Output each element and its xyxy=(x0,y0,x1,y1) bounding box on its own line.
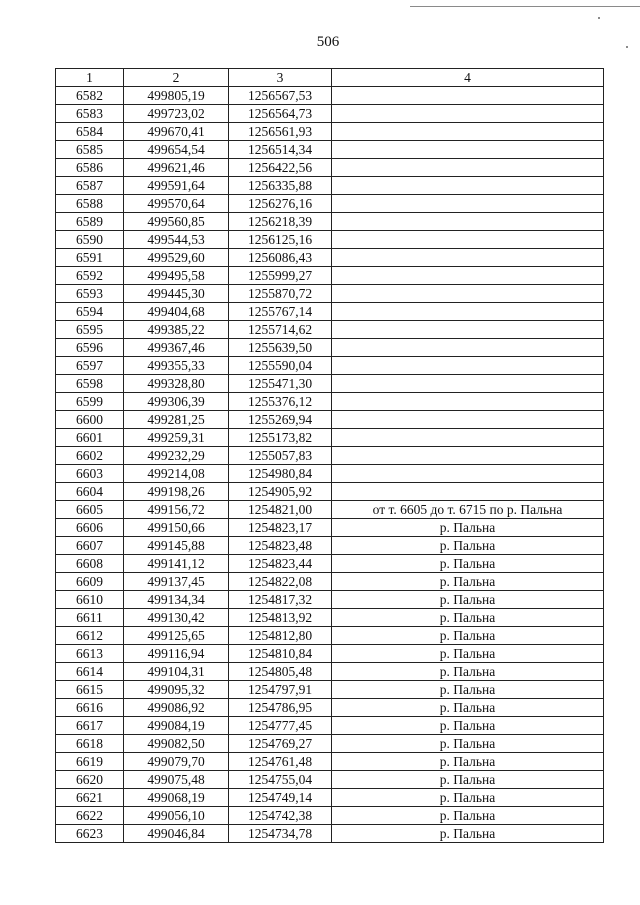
y-coordinate-cell: 1254905,92 xyxy=(229,483,332,501)
point-number-cell: 6599 xyxy=(56,393,124,411)
y-coordinate-cell: 1254734,78 xyxy=(229,825,332,843)
column-header-2: 2 xyxy=(124,69,229,87)
description-cell: р. Пальна xyxy=(332,573,604,591)
description-cell: р. Пальна xyxy=(332,663,604,681)
x-coordinate-cell: 499805,19 xyxy=(124,87,229,105)
x-coordinate-cell: 499046,84 xyxy=(124,825,229,843)
point-number-cell: 6585 xyxy=(56,141,124,159)
table-row xyxy=(56,717,604,735)
table-row xyxy=(56,573,604,591)
y-coordinate-cell: 1254812,80 xyxy=(229,627,332,645)
description-cell: р. Пальна xyxy=(332,519,604,537)
point-number-cell: 6598 xyxy=(56,375,124,393)
x-coordinate-cell: 499355,33 xyxy=(124,357,229,375)
x-coordinate-cell: 499082,50 xyxy=(124,735,229,753)
y-coordinate-cell: 1256276,16 xyxy=(229,195,332,213)
x-coordinate-cell: 499281,25 xyxy=(124,411,229,429)
table-row xyxy=(56,555,604,573)
x-coordinate-cell: 499150,66 xyxy=(124,519,229,537)
point-number-cell: 6606 xyxy=(56,519,124,537)
table-row xyxy=(56,519,604,537)
table-row xyxy=(56,87,604,105)
point-number-cell: 6618 xyxy=(56,735,124,753)
x-coordinate-cell: 499130,42 xyxy=(124,609,229,627)
page-number: 506 xyxy=(316,34,340,50)
y-coordinate-cell: 1256561,93 xyxy=(229,123,332,141)
description-cell: р. Пальна xyxy=(332,735,604,753)
y-coordinate-cell: 1255639,50 xyxy=(229,339,332,357)
description-cell: р. Пальна xyxy=(332,825,604,843)
y-coordinate-cell: 1255057,83 xyxy=(229,447,332,465)
y-coordinate-cell: 1254813,92 xyxy=(229,609,332,627)
x-coordinate-cell: 499145,88 xyxy=(124,537,229,555)
table-row xyxy=(56,285,604,303)
x-coordinate-cell: 499591,64 xyxy=(124,177,229,195)
table-row xyxy=(56,411,604,429)
x-coordinate-cell: 499116,94 xyxy=(124,645,229,663)
y-coordinate-cell: 1254769,27 xyxy=(229,735,332,753)
point-number-cell: 6614 xyxy=(56,663,124,681)
description-cell xyxy=(332,447,604,465)
description-cell xyxy=(332,465,604,483)
table-header-row xyxy=(56,69,604,87)
x-coordinate-cell: 499404,68 xyxy=(124,303,229,321)
x-coordinate-cell: 499529,60 xyxy=(124,249,229,267)
description-cell xyxy=(332,483,604,501)
x-coordinate-cell: 499259,31 xyxy=(124,429,229,447)
x-coordinate-cell: 499079,70 xyxy=(124,753,229,771)
y-coordinate-cell: 1254823,44 xyxy=(229,555,332,573)
description-cell: р. Пальна xyxy=(332,609,604,627)
column-header-1: 1 xyxy=(56,69,124,87)
point-number-cell: 6591 xyxy=(56,249,124,267)
table-row xyxy=(56,249,604,267)
table-row xyxy=(56,627,604,645)
x-coordinate-cell: 499084,19 xyxy=(124,717,229,735)
y-coordinate-cell: 1254805,48 xyxy=(229,663,332,681)
y-coordinate-cell: 1256567,53 xyxy=(229,87,332,105)
y-coordinate-cell: 1255269,94 xyxy=(229,411,332,429)
point-number-cell: 6621 xyxy=(56,789,124,807)
point-number-cell: 6623 xyxy=(56,825,124,843)
table-row xyxy=(56,591,604,609)
x-coordinate-cell: 499075,48 xyxy=(124,771,229,789)
point-number-cell: 6600 xyxy=(56,411,124,429)
description-cell: р. Пальна xyxy=(332,717,604,735)
description-cell: р. Пальна xyxy=(332,627,604,645)
point-number-cell: 6609 xyxy=(56,573,124,591)
table-row xyxy=(56,447,604,465)
x-coordinate-cell: 499198,26 xyxy=(124,483,229,501)
x-coordinate-cell: 499068,19 xyxy=(124,789,229,807)
y-coordinate-cell: 1254822,08 xyxy=(229,573,332,591)
description-cell: р. Пальна xyxy=(332,555,604,573)
point-number-cell: 6587 xyxy=(56,177,124,195)
y-coordinate-cell: 1256564,73 xyxy=(229,105,332,123)
table-row xyxy=(56,609,604,627)
table-row xyxy=(56,303,604,321)
table-body xyxy=(56,87,604,843)
y-coordinate-cell: 1255376,12 xyxy=(229,393,332,411)
table-row xyxy=(56,141,604,159)
description-cell xyxy=(332,303,604,321)
point-number-cell: 6590 xyxy=(56,231,124,249)
description-cell xyxy=(332,429,604,447)
y-coordinate-cell: 1254742,38 xyxy=(229,807,332,825)
description-cell: р. Пальна xyxy=(332,681,604,699)
table-row xyxy=(56,699,604,717)
point-number-cell: 6604 xyxy=(56,483,124,501)
point-number-cell: 6602 xyxy=(56,447,124,465)
point-number-cell: 6603 xyxy=(56,465,124,483)
point-number-cell: 6611 xyxy=(56,609,124,627)
x-coordinate-cell: 499385,22 xyxy=(124,321,229,339)
y-coordinate-cell: 1254761,48 xyxy=(229,753,332,771)
x-coordinate-cell: 499214,08 xyxy=(124,465,229,483)
description-cell: р. Пальна xyxy=(332,699,604,717)
point-number-cell: 6592 xyxy=(56,267,124,285)
x-coordinate-cell: 499723,02 xyxy=(124,105,229,123)
y-coordinate-cell: 1255471,30 xyxy=(229,375,332,393)
scan-speck xyxy=(598,17,600,19)
point-number-cell: 6615 xyxy=(56,681,124,699)
point-number-cell: 6594 xyxy=(56,303,124,321)
description-cell xyxy=(332,105,604,123)
description-cell xyxy=(332,213,604,231)
y-coordinate-cell: 1254821,00 xyxy=(229,501,332,519)
description-cell: от т. 6605 до т. 6715 по р. Пальна xyxy=(332,501,604,519)
table-row xyxy=(56,357,604,375)
x-coordinate-cell: 499137,45 xyxy=(124,573,229,591)
y-coordinate-cell: 1256125,16 xyxy=(229,231,332,249)
y-coordinate-cell: 1254823,48 xyxy=(229,537,332,555)
description-cell xyxy=(332,249,604,267)
x-coordinate-cell: 499570,64 xyxy=(124,195,229,213)
x-coordinate-cell: 499086,92 xyxy=(124,699,229,717)
point-number-cell: 6588 xyxy=(56,195,124,213)
point-number-cell: 6593 xyxy=(56,285,124,303)
y-coordinate-cell: 1254797,91 xyxy=(229,681,332,699)
point-number-cell: 6586 xyxy=(56,159,124,177)
point-number-cell: 6616 xyxy=(56,699,124,717)
description-cell xyxy=(332,339,604,357)
table-row xyxy=(56,159,604,177)
x-coordinate-cell: 499621,46 xyxy=(124,159,229,177)
table-row xyxy=(56,753,604,771)
description-cell xyxy=(332,267,604,285)
point-number-cell: 6595 xyxy=(56,321,124,339)
table-row xyxy=(56,645,604,663)
y-coordinate-cell: 1254749,14 xyxy=(229,789,332,807)
x-coordinate-cell: 499232,29 xyxy=(124,447,229,465)
description-cell xyxy=(332,321,604,339)
point-number-cell: 6620 xyxy=(56,771,124,789)
description-cell: р. Пальна xyxy=(332,537,604,555)
point-number-cell: 6617 xyxy=(56,717,124,735)
description-cell xyxy=(332,159,604,177)
description-cell: р. Пальна xyxy=(332,771,604,789)
y-coordinate-cell: 1256086,43 xyxy=(229,249,332,267)
y-coordinate-cell: 1254817,32 xyxy=(229,591,332,609)
x-coordinate-cell: 499544,53 xyxy=(124,231,229,249)
x-coordinate-cell: 499056,10 xyxy=(124,807,229,825)
point-number-cell: 6597 xyxy=(56,357,124,375)
table-row xyxy=(56,807,604,825)
point-number-cell: 6605 xyxy=(56,501,124,519)
table-row xyxy=(56,375,604,393)
table-row xyxy=(56,213,604,231)
y-coordinate-cell: 1256218,39 xyxy=(229,213,332,231)
table-row xyxy=(56,825,604,843)
point-number-cell: 6607 xyxy=(56,537,124,555)
table-row xyxy=(56,177,604,195)
point-number-cell: 6619 xyxy=(56,753,124,771)
x-coordinate-cell: 499445,30 xyxy=(124,285,229,303)
scan-top-rule xyxy=(410,6,640,7)
y-coordinate-cell: 1254755,04 xyxy=(229,771,332,789)
point-number-cell: 6583 xyxy=(56,105,124,123)
y-coordinate-cell: 1256514,34 xyxy=(229,141,332,159)
point-number-cell: 6613 xyxy=(56,645,124,663)
table-row xyxy=(56,501,604,519)
x-coordinate-cell: 499125,65 xyxy=(124,627,229,645)
x-coordinate-cell: 499328,80 xyxy=(124,375,229,393)
coordinates-table xyxy=(55,68,604,843)
description-cell: р. Пальна xyxy=(332,807,604,825)
y-coordinate-cell: 1254777,45 xyxy=(229,717,332,735)
x-coordinate-cell: 499560,85 xyxy=(124,213,229,231)
y-coordinate-cell: 1254810,84 xyxy=(229,645,332,663)
y-coordinate-cell: 1255590,04 xyxy=(229,357,332,375)
x-coordinate-cell: 499141,12 xyxy=(124,555,229,573)
x-coordinate-cell: 499156,72 xyxy=(124,501,229,519)
table-row xyxy=(56,339,604,357)
y-coordinate-cell: 1256335,88 xyxy=(229,177,332,195)
table-row xyxy=(56,789,604,807)
y-coordinate-cell: 1254823,17 xyxy=(229,519,332,537)
column-header-4: 4 xyxy=(332,69,604,87)
point-number-cell: 6589 xyxy=(56,213,124,231)
description-cell xyxy=(332,393,604,411)
description-cell xyxy=(332,375,604,393)
table-row xyxy=(56,537,604,555)
point-number-cell: 6584 xyxy=(56,123,124,141)
description-cell: р. Пальна xyxy=(332,789,604,807)
description-cell xyxy=(332,411,604,429)
table-row xyxy=(56,231,604,249)
table-row xyxy=(56,663,604,681)
x-coordinate-cell: 499670,41 xyxy=(124,123,229,141)
table-row xyxy=(56,105,604,123)
point-number-cell: 6608 xyxy=(56,555,124,573)
table-row xyxy=(56,393,604,411)
x-coordinate-cell: 499095,32 xyxy=(124,681,229,699)
column-header-3: 3 xyxy=(229,69,332,87)
table-header xyxy=(56,69,604,87)
description-cell xyxy=(332,87,604,105)
description-cell xyxy=(332,285,604,303)
y-coordinate-cell: 1255999,27 xyxy=(229,267,332,285)
y-coordinate-cell: 1256422,56 xyxy=(229,159,332,177)
table-row xyxy=(56,267,604,285)
description-cell xyxy=(332,123,604,141)
x-coordinate-cell: 499306,39 xyxy=(124,393,229,411)
table-row xyxy=(56,321,604,339)
point-number-cell: 6601 xyxy=(56,429,124,447)
description-cell xyxy=(332,141,604,159)
description-cell xyxy=(332,195,604,213)
y-coordinate-cell: 1254786,95 xyxy=(229,699,332,717)
x-coordinate-cell: 499104,31 xyxy=(124,663,229,681)
description-cell: р. Пальна xyxy=(332,753,604,771)
point-number-cell: 6622 xyxy=(56,807,124,825)
description-cell: р. Пальна xyxy=(332,591,604,609)
table-row xyxy=(56,429,604,447)
table-row xyxy=(56,123,604,141)
y-coordinate-cell: 1255870,72 xyxy=(229,285,332,303)
y-coordinate-cell: 1254980,84 xyxy=(229,465,332,483)
description-cell xyxy=(332,357,604,375)
y-coordinate-cell: 1255714,62 xyxy=(229,321,332,339)
table-row xyxy=(56,483,604,501)
description-cell xyxy=(332,177,604,195)
x-coordinate-cell: 499495,58 xyxy=(124,267,229,285)
table-row xyxy=(56,681,604,699)
point-number-cell: 6610 xyxy=(56,591,124,609)
table-row xyxy=(56,465,604,483)
y-coordinate-cell: 1255173,82 xyxy=(229,429,332,447)
x-coordinate-cell: 499134,34 xyxy=(124,591,229,609)
point-number-cell: 6612 xyxy=(56,627,124,645)
table-row xyxy=(56,771,604,789)
y-coordinate-cell: 1255767,14 xyxy=(229,303,332,321)
description-cell: р. Пальна xyxy=(332,645,604,663)
description-cell xyxy=(332,231,604,249)
x-coordinate-cell: 499367,46 xyxy=(124,339,229,357)
point-number-cell: 6596 xyxy=(56,339,124,357)
table-row xyxy=(56,195,604,213)
x-coordinate-cell: 499654,54 xyxy=(124,141,229,159)
point-number-cell: 6582 xyxy=(56,87,124,105)
table-row xyxy=(56,735,604,753)
